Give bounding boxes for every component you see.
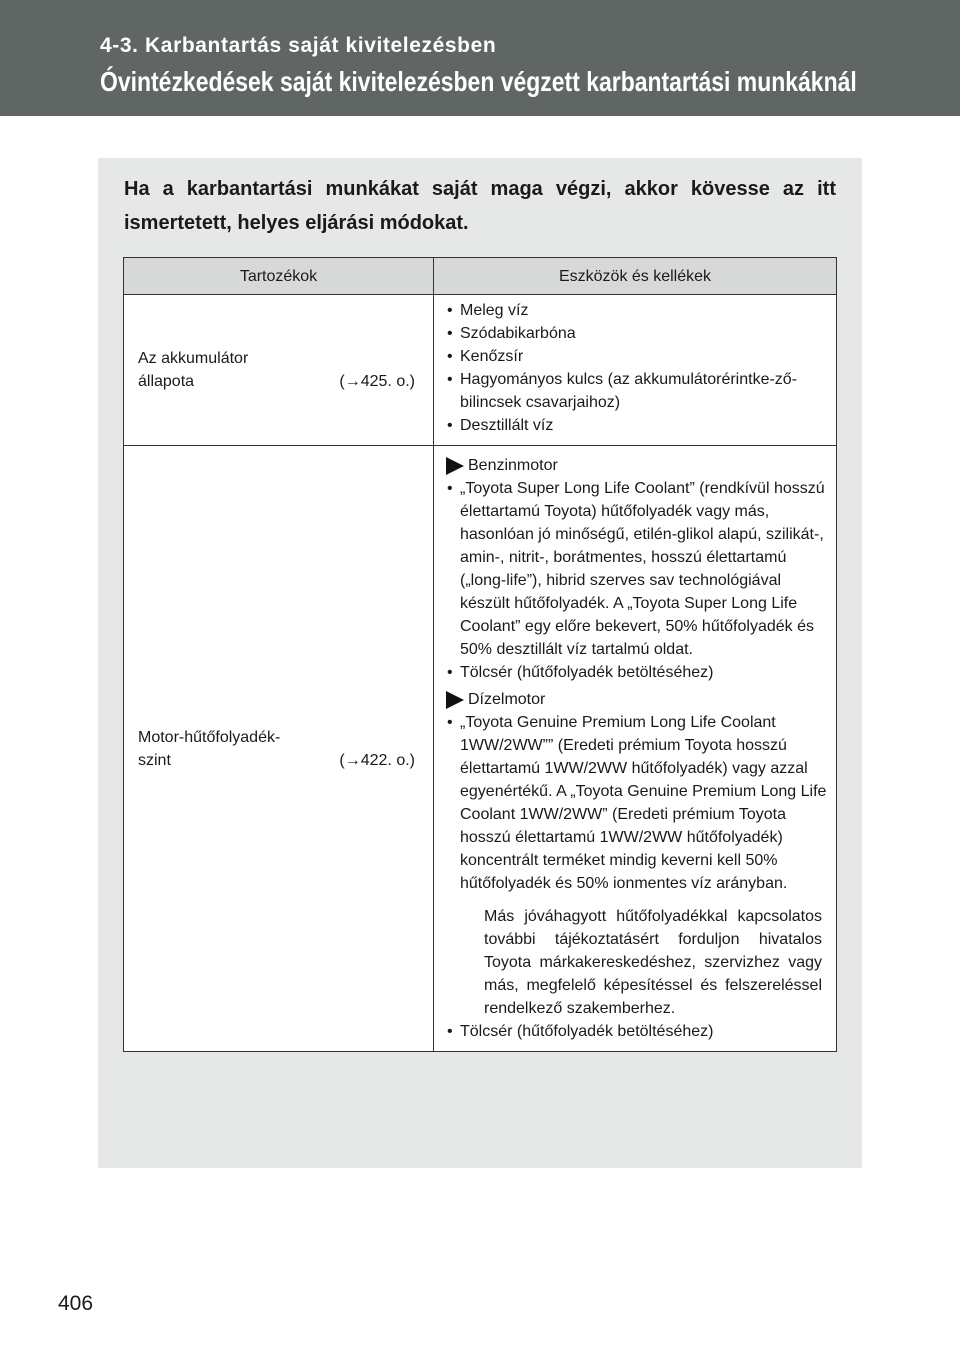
list-item: • „Toyota Super Long Life Coolant” (rendkívül hosszú élettartamú Toyota) hűtőfolyadék vagy más, hasonlóan jó minőségű, etilén-glikol alapú, szilikát-, amin-, nitrit-, borátmentes, hosszú élettartamú („long-life”), hibrid szerves sav technológiával készült hűtőfolyadék. A „Toyota Super Long Life Coolant” egy előre bekevert, 50% hűtőfolyadék és 50% desztillált víz tartalmú oldat. (446, 477, 830, 661)
coolant-items-cell (434, 446, 837, 1052)
battery-label-cont: állapota (138, 373, 195, 390)
coolant-label: Motor-hűtőfolyadék- (138, 728, 281, 746)
intro-text: Ha a karbantartási munkákat saját maga végzi, akkor kövesse az itt ismertetett, helyes eljárási módokat. (124, 178, 836, 234)
gasoline-title: Benzinmotor (468, 457, 558, 474)
table-header-row (124, 258, 837, 295)
page-title: Óvintézkedések saját kivitelezésben végzett karbantartási munkáknál (100, 66, 857, 97)
list-item: • Meleg víz (446, 299, 830, 322)
diesel-title: Dízelmotor (468, 691, 546, 708)
list-item: • Hagyományos kulcs (az akkumulátorérintke-ző-bilincsek csavarjaihoz) (446, 368, 830, 414)
page-number: 406 (58, 1292, 94, 1315)
tools-table (123, 257, 837, 1052)
triangle-marker-icon (446, 691, 464, 709)
list-item: • Szódabikarbóna (446, 322, 830, 345)
section-label: 4-3. Karbantartás saját kivitelezésben (100, 34, 497, 57)
diesel-heading (446, 688, 830, 711)
list-item: • Tölcsér (hűtőfolyadék betöltéséhez) (446, 661, 830, 684)
triangle-marker-icon (446, 457, 464, 475)
battery-page-ref: (→425. o.) (339, 373, 415, 390)
table-row (124, 295, 837, 446)
list-item: • Tölcsér (hűtőfolyadék betöltéséhez) (446, 1020, 830, 1043)
list-item: • Kenőzsír (446, 345, 830, 368)
battery-label-cell (124, 295, 434, 446)
gasoline-heading (446, 454, 830, 477)
battery-label: Az akkumulátor (138, 350, 249, 367)
table-row (124, 446, 837, 1052)
list-item: • Desztillált víz (446, 414, 830, 437)
header-tools: Eszközök és kellékek (434, 258, 837, 295)
header-accessories: Tartozékok (124, 258, 434, 295)
coolant-label-cont: szint (138, 751, 171, 769)
coolant-page-ref: (→422. o.) (339, 751, 415, 769)
list-item: • „Toyota Genuine Premium Long Life Coolant 1WW/2WW”” (Eredeti prémium Toyota hosszú élettartamú 1WW/2WW hűtőfolyadék) vagy azzal egyenértékű. A „Toyota Genuine Premium Long Life Coolant 1WW/2WW” (Eredeti prémium Toyota hosszú élettartamú 1WW/2WW hűtőfolyadék) koncentrált terméket mindig keverni kell 50% hűtőfolyadék és 50% ionmentes víz arányban. (446, 711, 830, 895)
battery-items-cell (434, 295, 837, 446)
diesel-note: Más jóváhagyott hűtőfolyadékkal kapcsolatos további tájékoztatásért forduljon hivatalos Toyota márkakereskedéshez, szervizhez vagy más, megfelelő képesítéssel és felszereléssel rendelkező szakemberhez. (484, 908, 822, 1017)
coolant-label-cell (124, 446, 434, 1052)
page-header (0, 0, 960, 116)
